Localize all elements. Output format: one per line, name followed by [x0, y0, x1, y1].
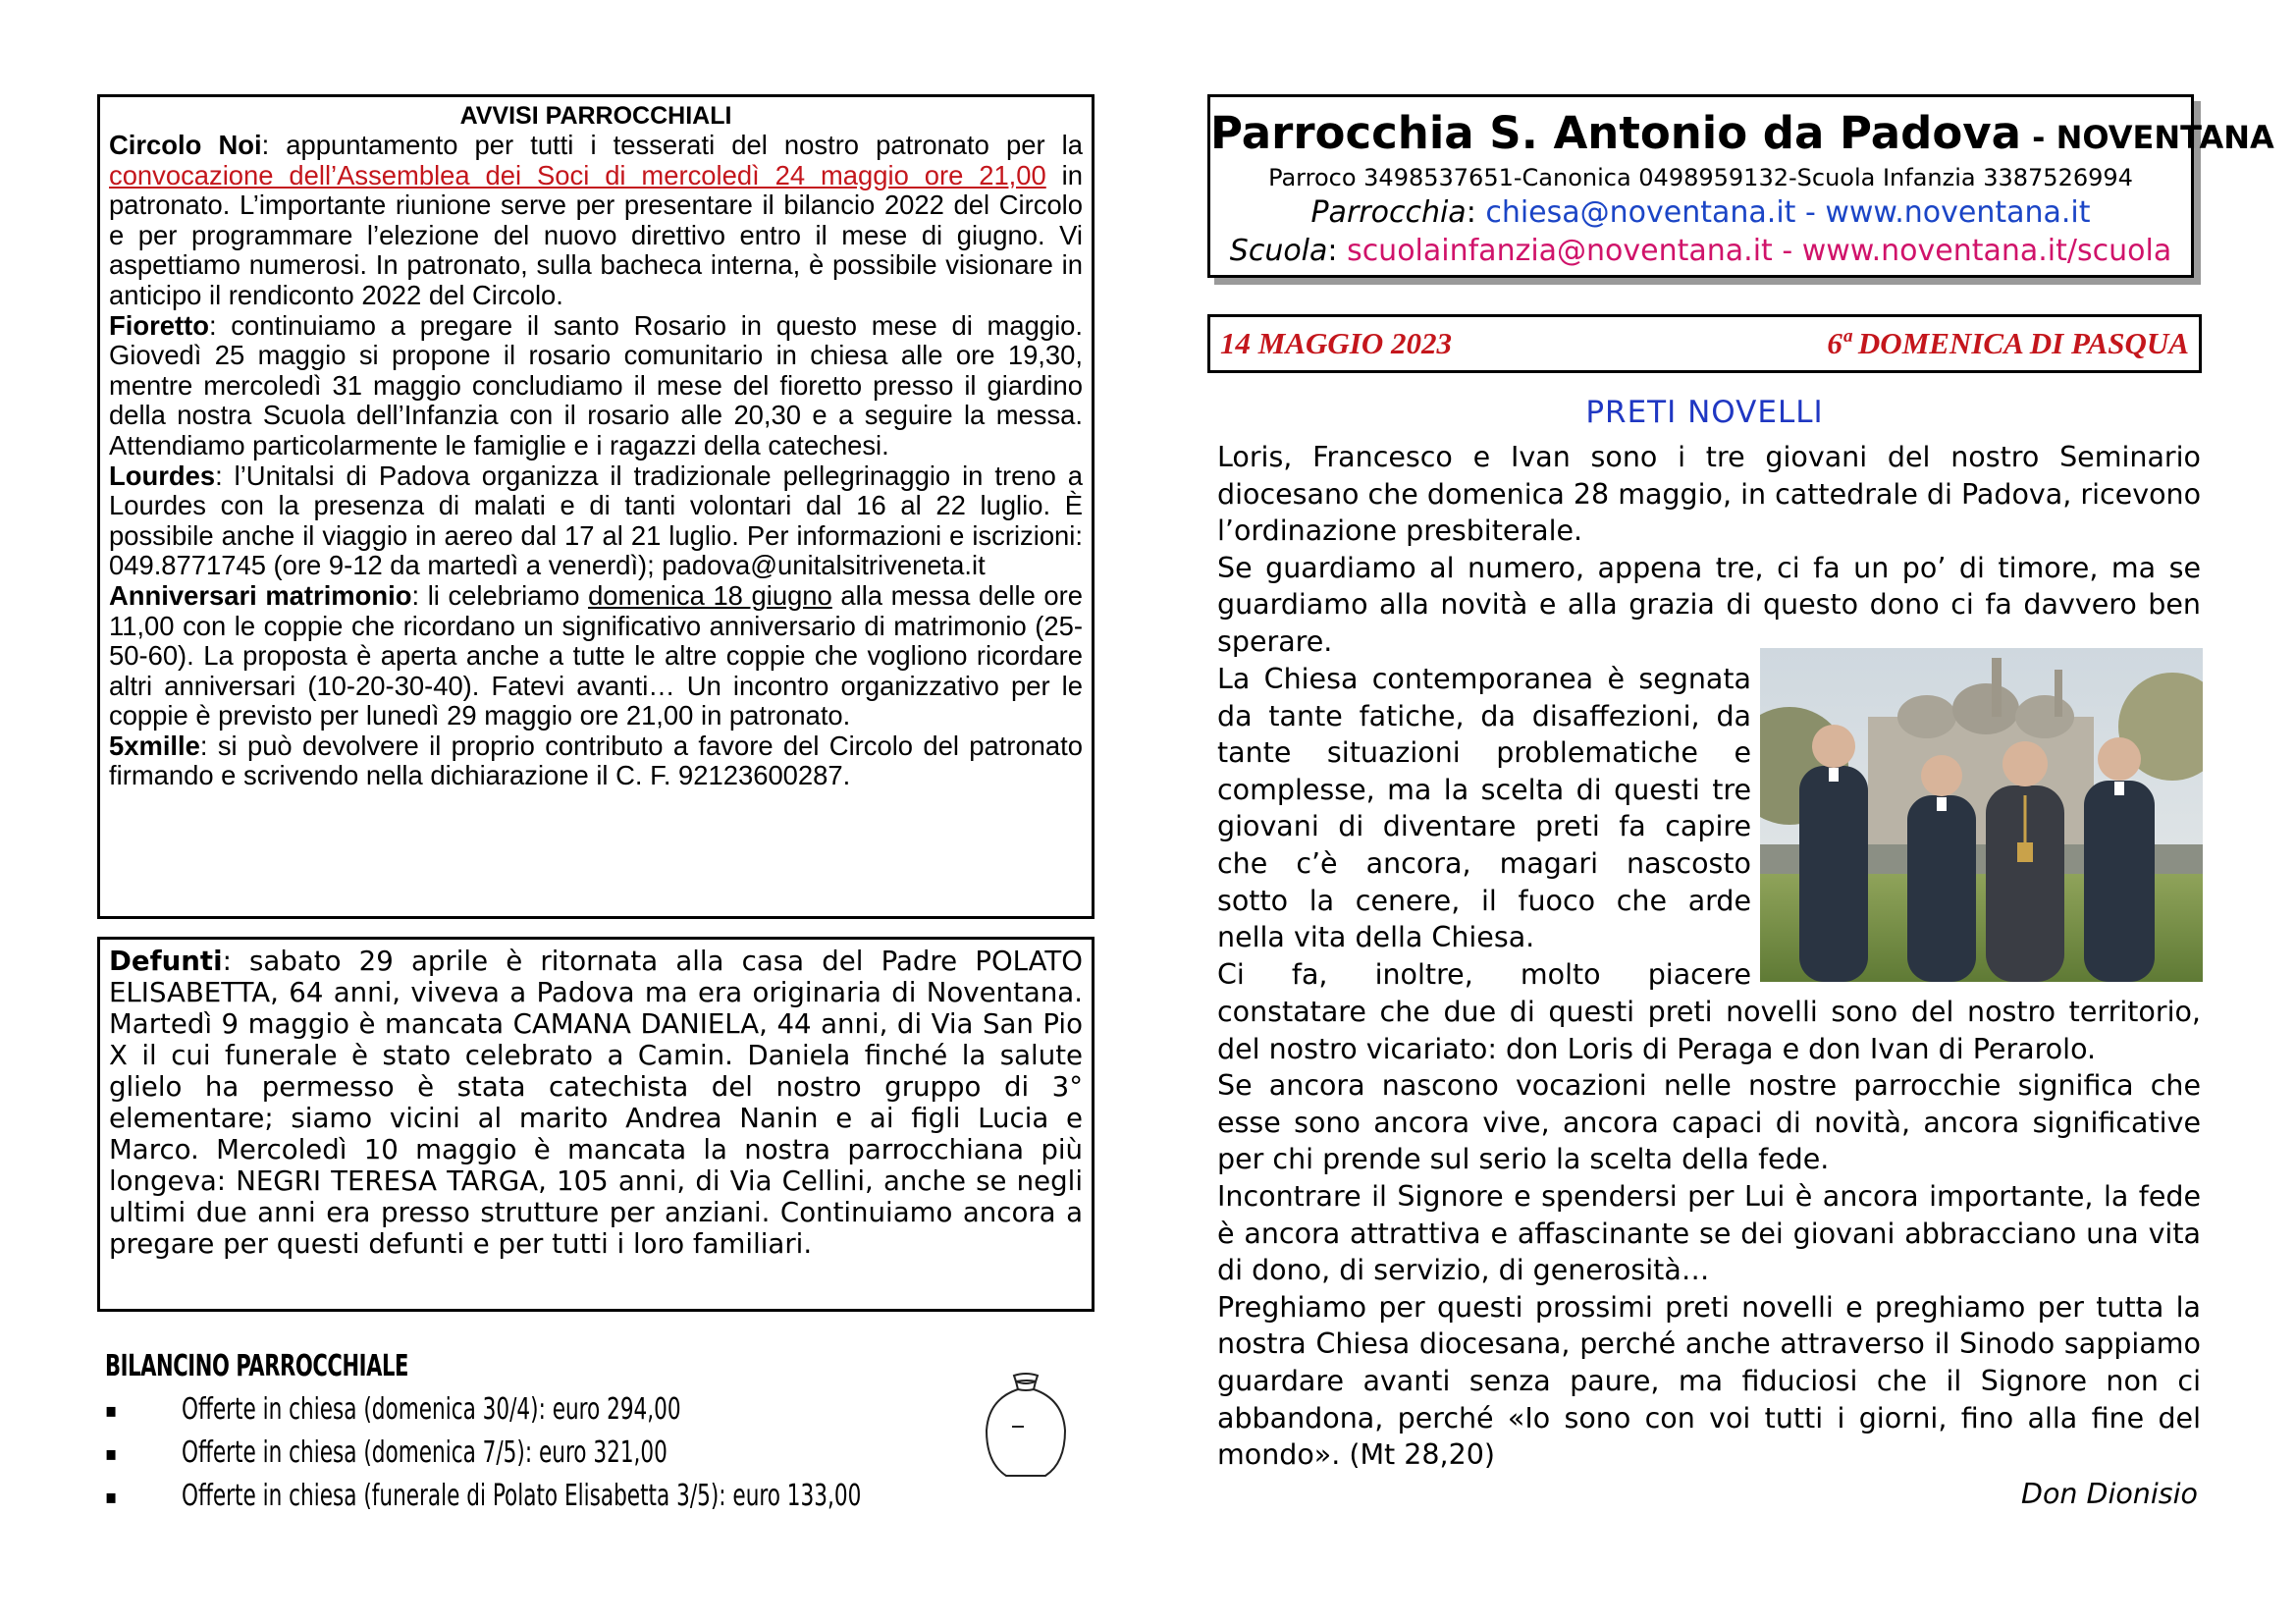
separator: - — [1795, 195, 1826, 230]
parish-title — [1210, 107, 2274, 159]
bullet-icon: ▪ — [105, 1441, 118, 1465]
bullet-icon: ▪ — [105, 1398, 118, 1422]
lourdes-text: : l’Unitalsi di Padova organizza il tradizionale pellegrinaggio in treno a Lourdes con la presenza di malati e di tanti volontari dal 16 al 22 luglio. È possibile anche il viaggio in aereo dal 17 al 21 luglio. Per informazioni e iscrizioni: 049.8771745 (ore 9-12 da martedì a venerdì); padova@unitalsitriveneta.it — [109, 460, 1083, 581]
liturgical-sunday: 6ª DOMENICA DI PASQUA — [1827, 326, 2189, 360]
colon: : — [1466, 195, 1486, 230]
scuola-web-link[interactable]: www.noventana.it/scuola — [1801, 234, 2172, 268]
parish-location: - NOVENTANA — [2021, 119, 2274, 156]
colon: : — [1327, 234, 1348, 268]
circolo-noi-notice — [109, 131, 1083, 311]
list-item — [105, 1475, 988, 1518]
anniversari-label: Anniversari matrimonio — [109, 579, 412, 611]
5xmille-label: 5xmille — [109, 730, 200, 761]
article-intro — [1217, 439, 2201, 661]
bilancino-title: BILANCINO PARROCCHIALE — [105, 1349, 409, 1383]
scuola-label: Scuola — [1229, 234, 1328, 268]
circolo-noi-label: Circolo Noi — [109, 130, 262, 160]
article-paragraph: Ci fa, inoltre, molto piacere — [1217, 957, 1751, 991]
date-bar — [1207, 314, 2202, 373]
offering-jar-icon — [977, 1370, 1075, 1483]
article-title: PRETI NOVELLI — [1585, 395, 1824, 430]
offerta-text: Offerte in chiesa (funerale di Polato Elisabetta 3/5): euro 133,00 — [182, 1479, 862, 1513]
article-wrap-text — [1217, 661, 1751, 993]
parrocchia-label: Parrocchia — [1310, 195, 1467, 230]
scuola-email-link[interactable]: scuolainfanzia@noventana.it — [1347, 234, 1773, 268]
offerta-text: Offerte in chiesa (domenica 30/4): euro 294,00 — [182, 1392, 681, 1427]
masthead — [1207, 94, 2274, 278]
lourdes-label: Lourdes — [109, 460, 216, 491]
article-continued — [1217, 994, 2201, 1474]
anniversari-text-2: alla messa delle ore 11,00 con le coppie che ricordano un significativo anniversario di matrimonio (25-50-60). La proposta è aperta anche a tutte le altre coppie che vogliono ricordare altri anniversari (10-20-30-40). Fatevi avanti… Un incontro organizzativo per le coppie è previsto per lunedì 29 maggio ore 21,00 in patronato. — [109, 579, 1083, 731]
bilancino-list — [105, 1388, 988, 1518]
article-paragraph: constatare che due di questi preti novelli sono del nostro territorio, del nostro vicariato: don Loris di Peraga e don Ivan di Perarolo. — [1217, 996, 2201, 1065]
list-item — [105, 1388, 988, 1432]
fioretto-text: : continuiamo a pregare il santo Rosario in questo mese di maggio. Giovedì 25 maggio si propone il rosario comunitario in chiesa alle ore 19,30, mentre mercoledì 31 maggio concludiamo il mese del fioretto presso il giardino della nostra Scuola dell’Infanzia con il rosario alle 20,30 e a seguire la messa. Attendiamo particolarmente le famiglie e i ragazzi della catechesi. — [109, 309, 1083, 460]
article-paragraph: Loris, Francesco e Ivan sono i tre giovani del nostro Seminario diocesano che domenica 28 maggio, in cattedrale di Padova, ricevono l’ordinazione presbiterale. — [1217, 441, 2201, 548]
anniversari-date: domenica 18 giugno — [588, 579, 832, 611]
5xmille-text: : si può devolvere il proprio contributo a favore del Circolo del patronato firmando e scrivendo nella dichiarazione il C. F. 92123600287. — [109, 730, 1083, 791]
offerta-text: Offerte in chiesa (domenica 7/5): euro 321,00 — [182, 1435, 667, 1470]
issue-date: 14 MAGGIO 2023 — [1220, 326, 1452, 360]
fioretto-notice — [109, 311, 1083, 461]
circolo-noi-text-2: in patronato. L’importante riunione serve per presentare il bilancio 2022 del Circolo e per programmare l’elezione del nuovo direttivo entro il mese di giugno. Vi aspettiamo numerosi. In patronato, sulla bacheca interna, è possibile visionare in anticipo il rendiconto 2022 del Circolo. — [109, 159, 1083, 310]
5xmille-notice — [109, 731, 1083, 791]
parish-name: Parrocchia S. Antonio da Padova — [1210, 107, 2021, 159]
article-paragraph: Se ancora nascono vocazioni nelle nostre parrocchie significa che esse sono ancora vive, ancora capaci di novità, ancora significative per chi prende sul serio la scelta della fede. — [1217, 1069, 2201, 1176]
separator: - — [1772, 234, 1802, 268]
scuola-contacts — [1210, 234, 2191, 268]
defunti-notice — [109, 946, 1083, 1260]
signature: Don Dionisio — [2021, 1478, 2198, 1510]
circolo-noi-text: : appuntamento per tutti i tesserati del nostro patronato per la — [261, 130, 1083, 160]
parrocchia-contacts — [1210, 195, 2191, 230]
priests-photo — [1760, 648, 2203, 982]
parrocchia-email-link[interactable]: chiesa@noventana.it — [1485, 195, 1796, 230]
anniversari-notice — [109, 581, 1083, 731]
phone-numbers: Parroco 3498537651-Canonica 0498959132-Scuola Infanzia 3387526994 — [1268, 164, 2133, 191]
bullet-icon: ▪ — [105, 1485, 118, 1508]
article-paragraph: La Chiesa contemporanea è segnata da tante fatiche, da disaffezioni, da tante situazioni problematiche e complesse, ma la scelta di questi tre giovani di diventare preti fa capire che c’è ancora, magari nascosto sotto la cenere, il fuoco che arde nella vita della Chiesa. — [1217, 663, 1751, 954]
list-item — [105, 1432, 988, 1475]
parrocchia-web-link[interactable]: www.noventana.it — [1825, 195, 2091, 230]
photo-image — [1760, 648, 2203, 982]
avvisi-heading: AVVISI PARROCCHIALI — [459, 102, 732, 130]
defunti-box — [97, 937, 1095, 1312]
anniversari-text: : li celebriamo — [411, 579, 589, 611]
defunti-text: : sabato 29 aprile è ritornata alla casa del Padre POLATO ELISABETTA, 64 anni, viveva a Padova ma era originaria di Noventana. Martedì 9 maggio è mancata CAMANA DANIELA, 44 anni, di Via San Pio X il cui funerale è stato celebrato a Camin. Daniela finché la salute glielo ha permesso è stata catechista del nostro gruppo di 3° elementare; siamo vicini al marito Andrea Nanin e ai figli Lucia e Marco. Mercoledì 10 maggio è mancata la nostra parrocchiana più longeva: NEGRI TERESA TARGA, 105 anni, di Via Cellini, anche se negli ultimi due anni era presso strutture per anziani. Continuiamo ancora a pregare per questi defunti e per tutti i loro familiari. — [109, 945, 1083, 1260]
fioretto-label: Fioretto — [109, 309, 209, 341]
lourdes-notice — [109, 461, 1083, 581]
assemblea-link[interactable]: convocazione dell’Assemblea dei Soci di mercoledì 24 maggio ore 21,00 — [109, 159, 1046, 190]
article-paragraph: Preghiamo per questi prossimi preti novelli e preghiamo per tutta la nostra Chiesa diocesana, perché anche attraverso il Sinodo sappiamo guardare avanti senza paure, ma fiduciosi che il Signore non ci abbandona, perché «Io sono con voi tutti i giorni, fino alla fine del mondo». (Mt 28,20) — [1217, 1290, 2201, 1472]
avvisi-box — [97, 94, 1095, 919]
article-paragraph: Incontrare il Signore e spendersi per Lui è ancora importante, la fede è ancora attrattiva e affascinante se dei giovani abbracciano una vita di dono, di servizio, di generosità… — [1217, 1179, 2201, 1287]
defunti-label: Defunti — [109, 945, 223, 977]
article-paragraph: Se guardiamo al numero, appena tre, ci fa un po’ di timore, ma se guardiamo alla novità e alla grazia di questo dono ci fa davvero ben sperare. — [1217, 551, 2201, 658]
